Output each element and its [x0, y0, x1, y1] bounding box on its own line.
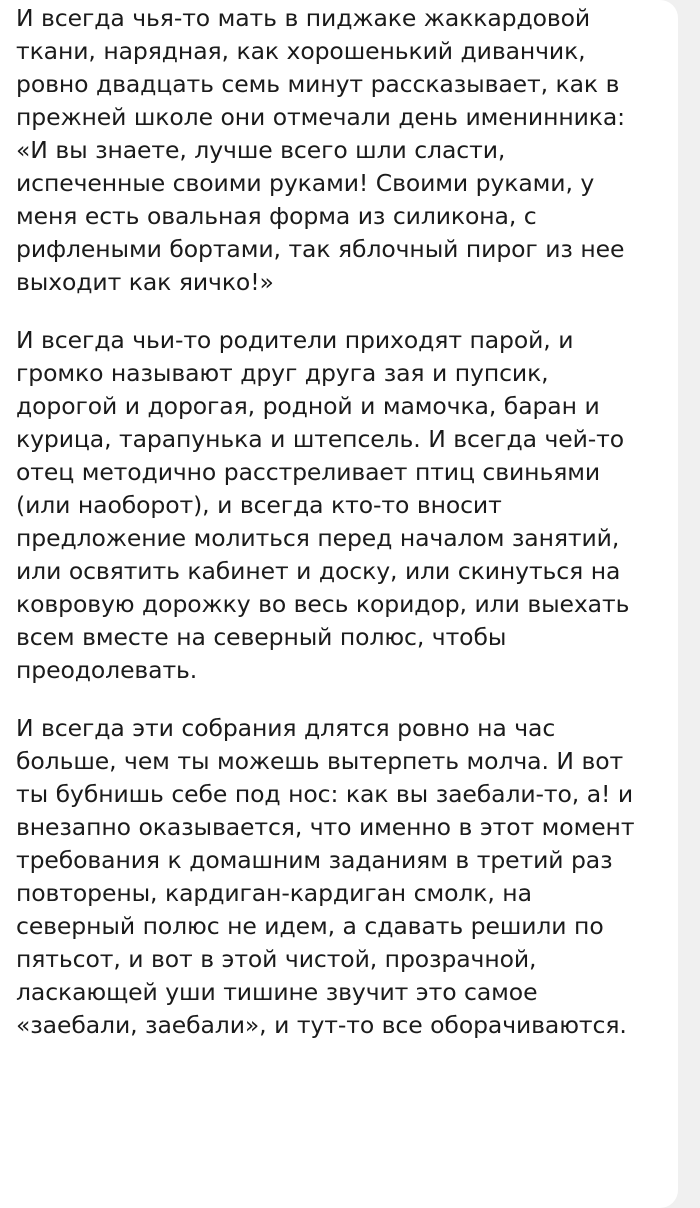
- paragraph: И всегда эти собрания длятся ровно на час больше, чем ты можешь вытерпеть молча. И вот ты бубнишь себе под нос: как вы заебали-то, а! и внезапно оказывается, что именно в этот момент требования к домашним заданиям в третий раз повторены, кардиган-кардиган смолк, на северный полюс не идем, а сдавать решили по пятьсот, и вот в этой чистой, прозрачной, ласкающей уши тишине звучит это самое «заебали, заебали», и тут-то все оборачиваются.: [16, 714, 635, 1040]
- paragraph: И всегда чья-то мать в пиджаке жаккардовой ткани, нарядная, как хорошенький диванчик, ровно двадцать семь минут рассказывает, как в прежней школе они отмечали день именинника: «И вы знаете, лучше всего шли сласти, испеченные своими руками! Своими руками, у меня есть овальная форма из силикона, с рифлеными бортами, так яблочный пирог из нее выходит как яичко!»: [16, 4, 625, 297]
- paragraph: И всегда чьи-то родители приходят парой, и громко называют друг друга зая и пупсик, дорогой и дорогая, родной и мамочка, баран и курица, тарапунька и штепсель. И всегда чей-то отец методично расстреливает птиц свиньями (или наоборот), и всегда кто-то вносит предложение молиться перед началом занятий, или освятить кабинет и доску, или скинуться на ковровую дорожку во весь коридор, или выехать всем вместе на северный полюс, чтобы преодолевать.: [16, 326, 630, 685]
- post-text: [16, 0, 656, 1042]
- right-gutter: [678, 0, 700, 1208]
